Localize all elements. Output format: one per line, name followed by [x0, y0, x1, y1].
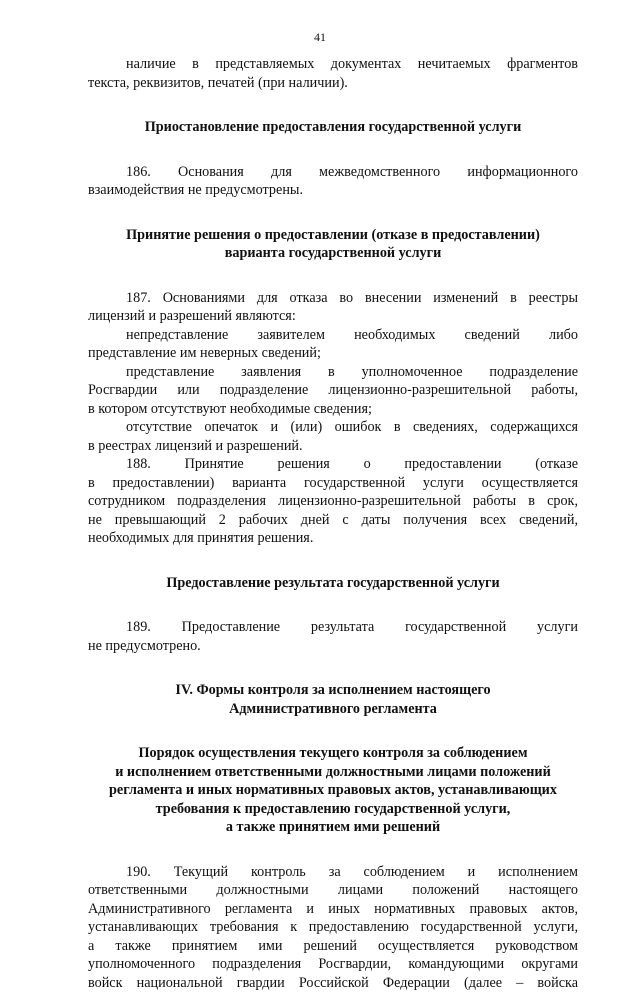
heading-line: требования к предоставлению государственной услуги, — [88, 800, 578, 819]
text-line: не предусмотрено. — [88, 637, 578, 656]
text-line: не превышающий 2 рабочих дней с даты получения всех сведений, — [88, 511, 578, 530]
paragraph-190 — [88, 863, 578, 992]
heading-line: Принятие решения о предоставлении (отказе в предоставлении) — [88, 226, 578, 245]
heading-suspension — [88, 118, 578, 137]
text-line: непредставление заявителем необходимых сведений либо — [88, 326, 578, 345]
list-item-3 — [88, 418, 578, 455]
heading-line: Порядок осуществления текущего контроля за соблюдением — [88, 744, 578, 763]
page-number: 41 — [0, 30, 640, 45]
text-line: отсутствие опечаток и (или) ошибок в сведениях, содержащихся — [88, 418, 578, 437]
heading-line: IV. Формы контроля за исполнением настоящего — [88, 681, 578, 700]
list-item-1 — [88, 326, 578, 363]
text-line: Административного регламента и иных нормативных правовых актов, — [88, 900, 578, 919]
text-line: войск национальной гвардии Российской Федерации (далее – войска — [88, 974, 578, 992]
text-line: а также принятием ими решений осуществляется руководством — [88, 937, 578, 956]
text-line: Росгвардии или подразделение лицензионно-разрешительной работы, — [88, 381, 578, 400]
text-line: лицензий и разрешений являются: — [88, 307, 578, 326]
paragraph-188 — [88, 455, 578, 548]
text-line: в реестрах лицензий и разрешений. — [88, 437, 578, 456]
text-line: взаимодействия не предусмотрены. — [88, 181, 578, 200]
text-line: 190. Текущий контроль за соблюдением и исполнением — [88, 863, 578, 882]
heading-result — [88, 574, 578, 593]
heading-line: Предоставление результата государственной услуги — [88, 574, 578, 593]
heading-line: и исполнением ответственными должностными лицами положений — [88, 763, 578, 782]
text-line: ответственными должностными лицами положений настоящего — [88, 881, 578, 900]
text-line: 186. Основания для межведомственного информационного — [88, 163, 578, 182]
heading-line: варианта государственной услуги — [88, 244, 578, 263]
text-line: наличие в представляемых документах нечитаемых фрагментов — [88, 55, 578, 74]
heading-line: а также принятием ими решений — [88, 818, 578, 837]
intro-paragraph — [88, 55, 578, 92]
text-line: в котором отсутствуют необходимые сведения; — [88, 400, 578, 419]
text-line: представление заявления в уполномоченное подразделение — [88, 363, 578, 382]
heading-line: Административного регламента — [88, 700, 578, 719]
heading-line: Приостановление предоставления государственной услуги — [88, 118, 578, 137]
paragraph-186 — [88, 163, 578, 200]
text-line: в предоставлении) варианта государственной услуги осуществляется — [88, 474, 578, 493]
paragraph-187 — [88, 289, 578, 326]
text-line: 188. Принятие решения о предоставлении (отказе — [88, 455, 578, 474]
heading-control — [88, 744, 578, 837]
list-item-2 — [88, 363, 578, 419]
text-line: устанавливающих требования к предоставлению государственной услуги, — [88, 918, 578, 937]
document-body — [88, 55, 578, 992]
heading-chapter-iv — [88, 681, 578, 718]
text-line: 187. Основаниями для отказа во внесении изменений в реестры — [88, 289, 578, 308]
paragraph-189 — [88, 618, 578, 655]
text-line: необходимых для принятия решения. — [88, 529, 578, 548]
heading-decision — [88, 226, 578, 263]
heading-line: регламента и иных нормативных правовых актов, устанавливающих — [88, 781, 578, 800]
text-line: текста, реквизитов, печатей (при наличии). — [88, 74, 578, 93]
text-line: уполномоченного подразделения Росгвардии, командующими округами — [88, 955, 578, 974]
text-line: 189. Предоставление результата государственной услуги — [88, 618, 578, 637]
text-line: представление им неверных сведений; — [88, 344, 578, 363]
text-line: сотрудником подразделения лицензионно-разрешительной работы в срок, — [88, 492, 578, 511]
